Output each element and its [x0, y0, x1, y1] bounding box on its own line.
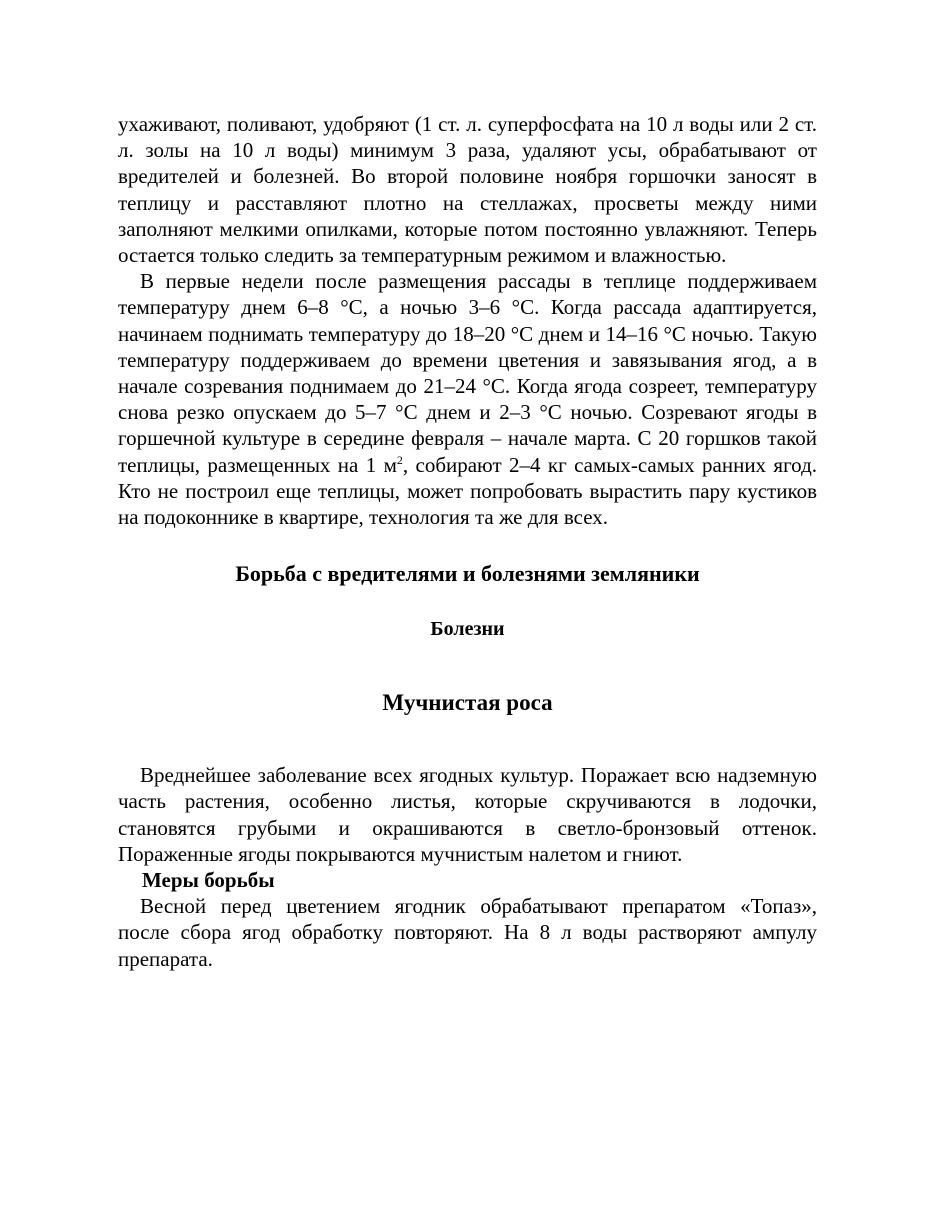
- temperature-text: В первые недели после размещения рассады в теплице поддерживаем температуру днем 6–8 °С, а ночью 3–6 °С. Когда рассада адаптируется, начинаем поднимать температуру до 18–20 °С днем и 14–16 °С ночью. Такую температуру поддерживаем до времени цветения и завязывания ягод, а в начале созревания поднимаем до 21–24 °С. Когда ягода созреет, температуру снова резко опускаем до 5–7 °С днем и 2–3 °С ночью. Созревают ягоды в горшечной культуре в середине февраля – начале марта. С 20 горшков такой теплицы, размещенных на 1 м: [118, 269, 817, 477]
- document-page: [118, 111, 817, 972]
- square-meter-superscript: 2: [396, 452, 403, 467]
- paragraph-temperature-regime: [118, 268, 817, 530]
- paragraph-mildew-description: Вреднейшее заболевание всех ягодных культур. Поражает всю надземную часть растения, особенно листья, которые скручиваются в лодочки, становятся грубыми и окрашиваются в светло-бронзовый оттенок. Пораженные ягоды покрываются мучнистым налетом и гниют.: [118, 763, 817, 866]
- disease-title: Мучнистая роса: [382, 690, 553, 716]
- section-title: Борьба с вредителями и болезнями земляники: [235, 561, 700, 587]
- paragraph-control-measures: Весной перед цветением ягодник обрабатывают препаратом «Топаз», после сбора ягод обработку повторяют. На 8 л воды растворяют ампулу препарата.: [118, 894, 817, 971]
- temperature-text-continued: , собирают 2–4 кг самых-самых ранних ягод. Кто не построил еще теплицы, может попробовать вырастить пару кустиков на подоконнике в квартире, технология та же для всех.: [118, 452, 817, 530]
- paragraph-greenhouse-care: ухаживают, поливают, удобряют (1 ст. л. суперфосфата на 10 л воды или 2 ст. л. золы на 10 л воды) минимум 3 раза, удаляют усы, обрабатывают от вредителей и болезней. Во второй половине ноября горшочки заносят в теплицу и расставляют плотно на стеллажах, просветы между ними заполняют мелкими опилками, которые потом постоянно увлажняют. Теперь остается только следить за температурным режимом и влажностью.: [118, 112, 817, 268]
- control-measures-label: Меры борьбы: [142, 868, 275, 893]
- subsection-title: Болезни: [430, 618, 505, 641]
